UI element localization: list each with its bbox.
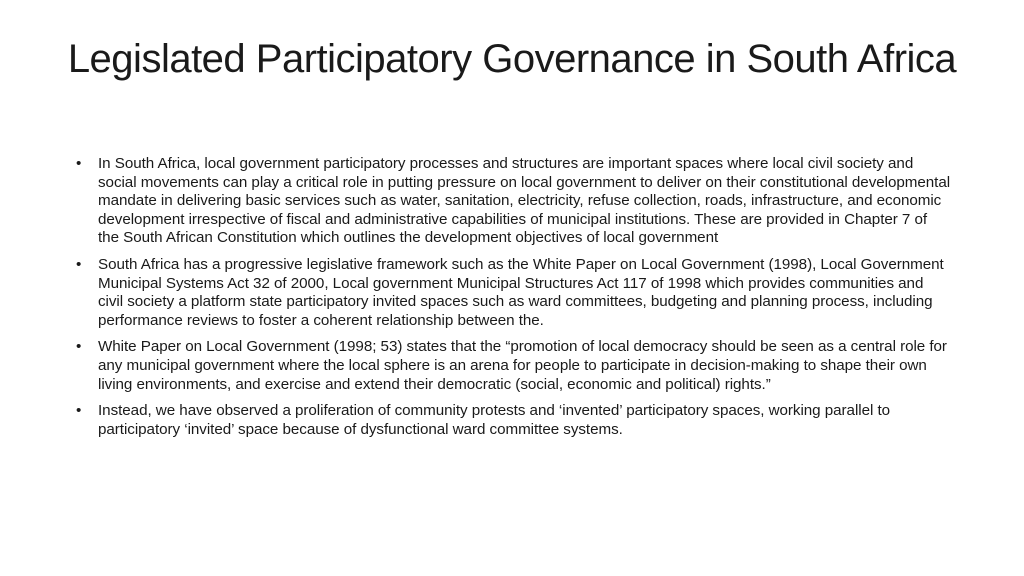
bullet-text: In South Africa, local government participatory processes and structures are important spaces where local civil society and social movements can play a critical role in putting pressure on local government to deliver on their constitutional developmental mandate in delivering basic services such as water, sanitation, electricity, refuse collection, roads, infrastructure, and economic development irrespective of fiscal and administrative capabilities of municipal institutions. These are provided in Chapter 7 of the South African Constitution which outlines the development objectives of local government bbox=[98, 155, 951, 247]
bullet-text: South Africa has a progressive legislative framework such as the White Paper on Local Government (1998), Local Government Municipal Systems Act 32 of 2000, Local government Municipal Structures Act 117 of 1998 which provides communities and civil society a platform state participatory invited spaces such as ward committees, budgeting and planning process, including performance reviews to foster a coherent relationship between the. bbox=[98, 255, 944, 329]
bullet-item bbox=[76, 338, 952, 394]
bullet-item bbox=[76, 402, 952, 439]
bullet-item bbox=[76, 256, 952, 330]
slide-title: Legislated Participatory Governance in South Africa bbox=[67, 37, 957, 81]
bullet-icon: • bbox=[76, 255, 82, 273]
bullet-item bbox=[76, 155, 952, 248]
bullet-list bbox=[76, 155, 952, 447]
bullet-icon: • bbox=[76, 155, 82, 172]
bullet-icon: • bbox=[76, 338, 82, 356]
bullet-text: White Paper on Local Government (1998; 53) states that the “promotion of local democracy should be seen as a central role for any municipal government where the local sphere is an arena for people to participate in decision-making to shape their own living environments, and exercise and extend their democratic (social, economic and political) rights.” bbox=[98, 338, 947, 393]
bullet-text: Instead, we have observed a proliferation of community protests and ‘invented’ participatory spaces, working parallel to participatory ‘invited’ space because of dysfunctional ward committee systems. bbox=[98, 402, 891, 438]
bullet-icon: • bbox=[76, 402, 82, 420]
